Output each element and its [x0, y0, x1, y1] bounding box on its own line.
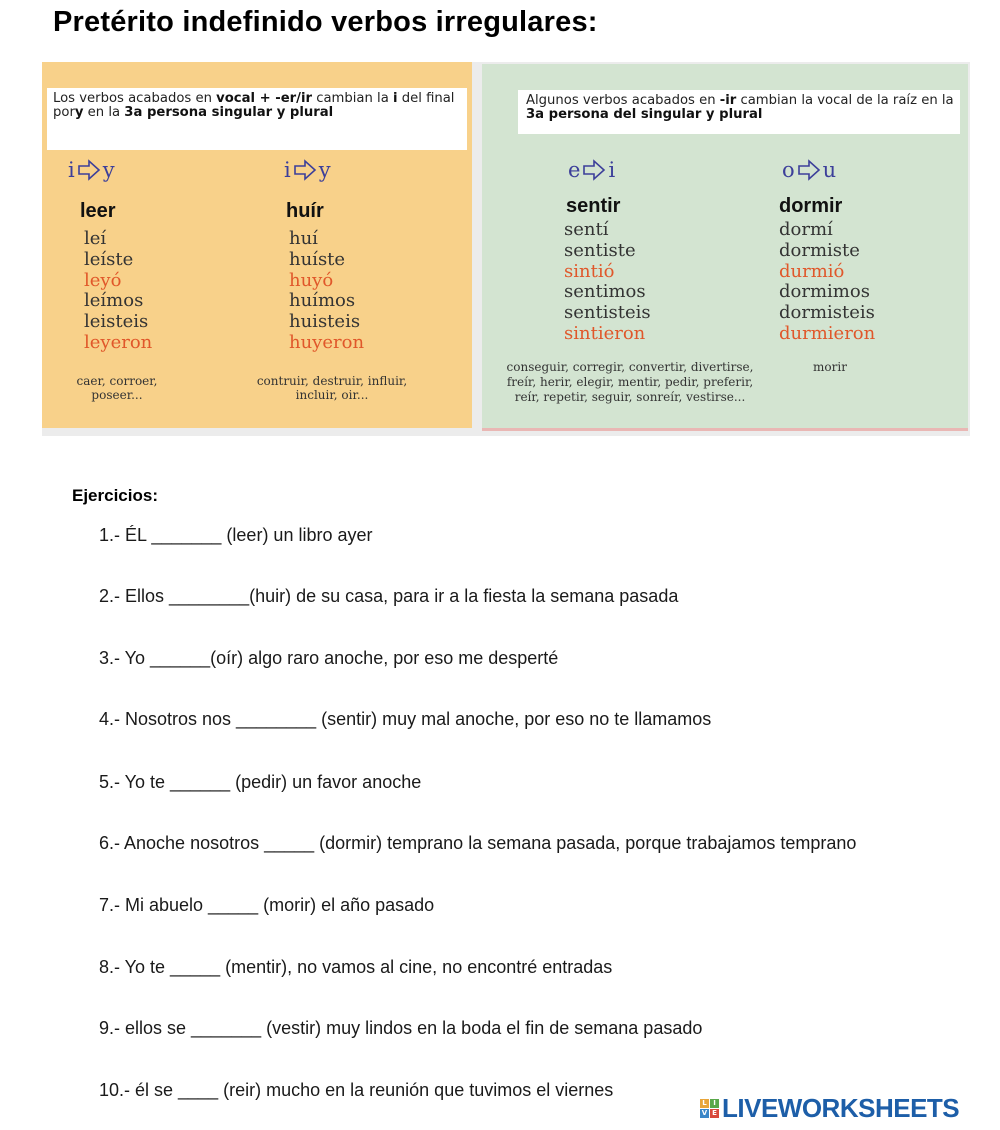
- liveworksheets-mark-icon: L I V E: [700, 1099, 719, 1118]
- verb-huir: huír: [286, 200, 324, 222]
- conjugation-huir: [289, 229, 364, 354]
- change-label-sentir: e i: [568, 158, 616, 182]
- form-irregular: durmieron: [779, 322, 876, 344]
- form: leímos: [84, 290, 144, 312]
- arrow-right-icon: [582, 158, 606, 182]
- form-irregular: huyó: [289, 269, 334, 291]
- examples-huir: contruir, destruir, influir, incluir, oir...: [256, 374, 408, 402]
- verb-leer: leer: [80, 200, 116, 222]
- form: huímos: [289, 290, 356, 312]
- change-label-huir: i y: [284, 158, 331, 182]
- page-title: Pretérito indefinido verbos irregulares:: [53, 6, 598, 38]
- change-label-dormir: o u: [782, 158, 837, 182]
- conjugation-dormir: [779, 220, 875, 345]
- rule-i-to-y: Los verbos acabados en vocal + -er/ir cambian la i del final pory en la 3a persona singular y plural: [47, 88, 467, 150]
- form: sentiste: [564, 239, 636, 261]
- rule-stem-change: Algunos verbos acabados en -ir cambian la vocal de la raíz en la 3a persona del singular y plural: [518, 90, 960, 134]
- form: leisteis: [84, 311, 149, 333]
- exercises-heading: Ejercicios:: [72, 486, 158, 505]
- form-irregular: durmió: [779, 260, 845, 282]
- form: leí: [84, 228, 107, 249]
- examples-sentir: conseguir, corregir, convertir, divertirse, freír, herir, elegir, mentir, pedir, preferir, reír, repetir, seguir, sonreír, vestirse...: [506, 360, 754, 404]
- liveworksheets-logo: L I V E LIVEWORKSHEETS: [701, 1093, 960, 1123]
- verb-dormir: dormir: [779, 195, 843, 217]
- form: sentí: [564, 219, 609, 240]
- form-irregular: huyeron: [289, 331, 365, 353]
- verb-sentir: sentir: [566, 195, 621, 217]
- exercise-item[interactable]: 6.- Anoche nosotros _____ (dormir) temprano la semana pasada, porque trabajamos temprano: [99, 833, 857, 853]
- change-label-leer: i y: [68, 158, 115, 182]
- exercise-item[interactable]: 10.- él se ____ (reir) mucho en la reunión que tuvimos el viernes: [99, 1080, 614, 1100]
- form: huisteis: [289, 311, 361, 333]
- exercise-item[interactable]: 4.- Nosotros nos ________ (sentir) muy mal anoche, por eso no te llamamos: [99, 709, 712, 729]
- form-irregular: sintió: [564, 260, 615, 282]
- exercise-item[interactable]: 8.- Yo te _____ (mentir), no vamos al cine, no encontré entradas: [99, 957, 613, 977]
- form: dormimos: [779, 281, 870, 303]
- form: huíste: [289, 248, 346, 270]
- form-irregular: leyó: [84, 269, 122, 291]
- form: huí: [289, 228, 318, 249]
- conjugation-sentir: [564, 220, 651, 345]
- divider-line: [482, 428, 968, 431]
- form: sentimos: [564, 281, 646, 303]
- form: sentisteis: [564, 302, 651, 324]
- form: dormí: [779, 219, 833, 240]
- grammar-chart: [42, 62, 970, 436]
- exercise-item[interactable]: 9.- ellos se _______ (vestir) muy lindos en la boda el fin de semana pasado: [99, 1018, 703, 1038]
- exercise-item[interactable]: 2.- Ellos ________(huir) de su casa, para ir a la fiesta la semana pasada: [99, 586, 679, 606]
- exercise-item[interactable]: 3.- Yo ______(oír) algo raro anoche, por eso me desperté: [99, 648, 559, 668]
- exercise-item[interactable]: 5.- Yo te ______ (pedir) un favor anoche: [99, 772, 422, 792]
- arrow-right-icon: [797, 158, 821, 182]
- exercise-item[interactable]: 7.- Mi abuelo _____ (morir) el año pasado: [99, 895, 435, 915]
- examples-dormir: morir: [813, 360, 847, 374]
- form: leíste: [84, 248, 134, 270]
- arrow-right-icon: [293, 158, 317, 182]
- exercise-item[interactable]: 1.- ÉL _______ (leer) un libro ayer: [99, 525, 373, 545]
- examples-leer: caer, corroer, poseer...: [76, 374, 158, 402]
- form-irregular: leyeron: [84, 331, 153, 353]
- conjugation-leer: [84, 229, 152, 354]
- form: dormisteis: [779, 302, 875, 324]
- form: dormiste: [779, 239, 860, 261]
- arrow-right-icon: [77, 158, 101, 182]
- form-irregular: sintieron: [564, 322, 646, 344]
